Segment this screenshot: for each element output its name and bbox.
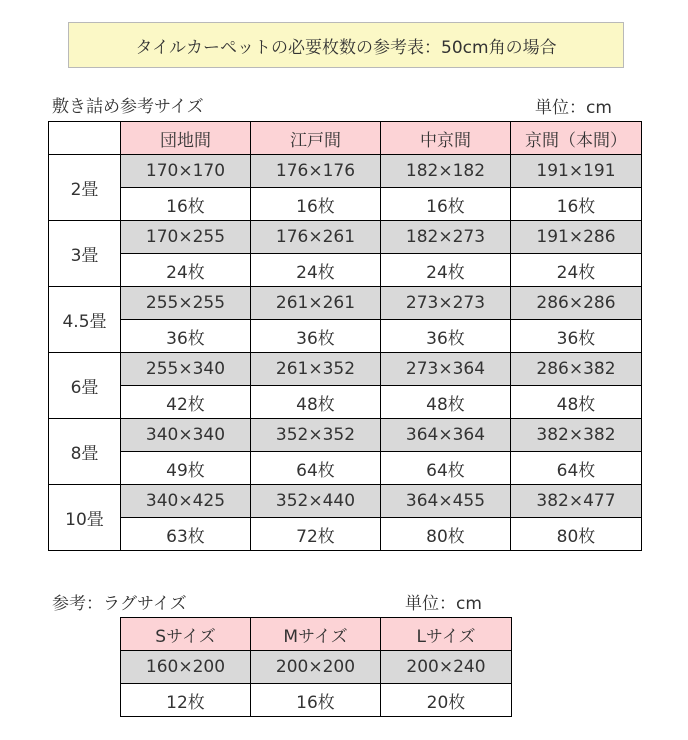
count-cell: 12枚 bbox=[121, 684, 251, 717]
table-row bbox=[49, 419, 642, 452]
count-cell: 42枚 bbox=[121, 386, 251, 419]
main-table-caption: 敷き詰め参考サイズ bbox=[52, 97, 204, 117]
table-row bbox=[49, 287, 642, 320]
size-cell: 200×200 bbox=[251, 651, 381, 684]
header-edoma: 江戸間 bbox=[251, 122, 381, 155]
count-cell: 64枚 bbox=[381, 452, 511, 485]
size-cell: 340×340 bbox=[121, 419, 251, 452]
table-row bbox=[49, 353, 642, 386]
row-label: 3畳 bbox=[49, 221, 121, 287]
size-cell: 176×261 bbox=[251, 221, 381, 254]
size-cell: 191×286 bbox=[511, 221, 642, 254]
corner-cell bbox=[49, 122, 121, 155]
size-cell: 255×340 bbox=[121, 353, 251, 386]
table-row bbox=[49, 155, 642, 188]
count-cell: 49枚 bbox=[121, 452, 251, 485]
size-cell: 191×191 bbox=[511, 155, 642, 188]
count-cell: 64枚 bbox=[251, 452, 381, 485]
count-cell: 16枚 bbox=[251, 188, 381, 221]
size-cell: 286×286 bbox=[511, 287, 642, 320]
table-row bbox=[49, 188, 642, 221]
count-cell: 24枚 bbox=[251, 254, 381, 287]
table-row bbox=[49, 320, 642, 353]
size-cell: 261×261 bbox=[251, 287, 381, 320]
size-cell: 382×382 bbox=[511, 419, 642, 452]
size-cell: 200×240 bbox=[381, 651, 512, 684]
header-s-size: Sサイズ bbox=[121, 618, 251, 651]
table-row bbox=[49, 452, 642, 485]
count-cell: 80枚 bbox=[511, 518, 642, 551]
count-cell: 24枚 bbox=[381, 254, 511, 287]
main-table-unit: 単位：cm bbox=[535, 98, 612, 118]
count-cell: 16枚 bbox=[121, 188, 251, 221]
size-cell: 160×200 bbox=[121, 651, 251, 684]
count-cell: 36枚 bbox=[511, 320, 642, 353]
count-cell: 36枚 bbox=[251, 320, 381, 353]
count-cell: 72枚 bbox=[251, 518, 381, 551]
size-cell: 261×352 bbox=[251, 353, 381, 386]
header-m-size: Mサイズ bbox=[251, 618, 381, 651]
table-row bbox=[49, 386, 642, 419]
size-cell: 340×425 bbox=[121, 485, 251, 518]
rug-table-caption: 参考：ラグサイズ bbox=[52, 594, 187, 614]
count-cell: 24枚 bbox=[121, 254, 251, 287]
size-cell: 273×273 bbox=[381, 287, 511, 320]
tile-count-table bbox=[48, 121, 642, 551]
table-row bbox=[49, 254, 642, 287]
count-cell: 24枚 bbox=[511, 254, 642, 287]
count-cell: 16枚 bbox=[251, 684, 381, 717]
size-cell: 255×255 bbox=[121, 287, 251, 320]
rug-header-row bbox=[121, 618, 512, 651]
count-cell: 48枚 bbox=[511, 386, 642, 419]
count-cell: 48枚 bbox=[251, 386, 381, 419]
header-l-size: Lサイズ bbox=[381, 618, 512, 651]
header-kyoma: 京間（本間） bbox=[511, 122, 642, 155]
table-row bbox=[121, 651, 512, 684]
size-cell: 182×182 bbox=[381, 155, 511, 188]
table-header-row bbox=[49, 122, 642, 155]
header-danchima: 団地間 bbox=[121, 122, 251, 155]
count-cell: 48枚 bbox=[381, 386, 511, 419]
count-cell: 16枚 bbox=[511, 188, 642, 221]
size-cell: 286×382 bbox=[511, 353, 642, 386]
row-label: 4.5畳 bbox=[49, 287, 121, 353]
table-row bbox=[121, 684, 512, 717]
count-cell: 64枚 bbox=[511, 452, 642, 485]
row-label: 8畳 bbox=[49, 419, 121, 485]
count-cell: 63枚 bbox=[121, 518, 251, 551]
size-cell: 273×364 bbox=[381, 353, 511, 386]
size-cell: 364×364 bbox=[381, 419, 511, 452]
count-cell: 36枚 bbox=[121, 320, 251, 353]
rug-table-unit: 単位：cm bbox=[405, 594, 482, 614]
row-label: 6畳 bbox=[49, 353, 121, 419]
size-cell: 364×455 bbox=[381, 485, 511, 518]
page-title: タイルカーペットの必要枚数の参考表：50cm角の場合 bbox=[68, 22, 624, 68]
size-cell: 170×170 bbox=[121, 155, 251, 188]
size-cell: 170×255 bbox=[121, 221, 251, 254]
table-row bbox=[49, 485, 642, 518]
size-cell: 382×477 bbox=[511, 485, 642, 518]
table-row bbox=[49, 518, 642, 551]
count-cell: 16枚 bbox=[381, 188, 511, 221]
row-label: 10畳 bbox=[49, 485, 121, 551]
size-cell: 176×176 bbox=[251, 155, 381, 188]
rug-size-table bbox=[120, 617, 512, 717]
count-cell: 80枚 bbox=[381, 518, 511, 551]
size-cell: 352×352 bbox=[251, 419, 381, 452]
row-label: 2畳 bbox=[49, 155, 121, 221]
size-cell: 352×440 bbox=[251, 485, 381, 518]
count-cell: 36枚 bbox=[381, 320, 511, 353]
count-cell: 20枚 bbox=[381, 684, 512, 717]
header-chukyoma: 中京間 bbox=[381, 122, 511, 155]
table-row bbox=[49, 221, 642, 254]
size-cell: 182×273 bbox=[381, 221, 511, 254]
